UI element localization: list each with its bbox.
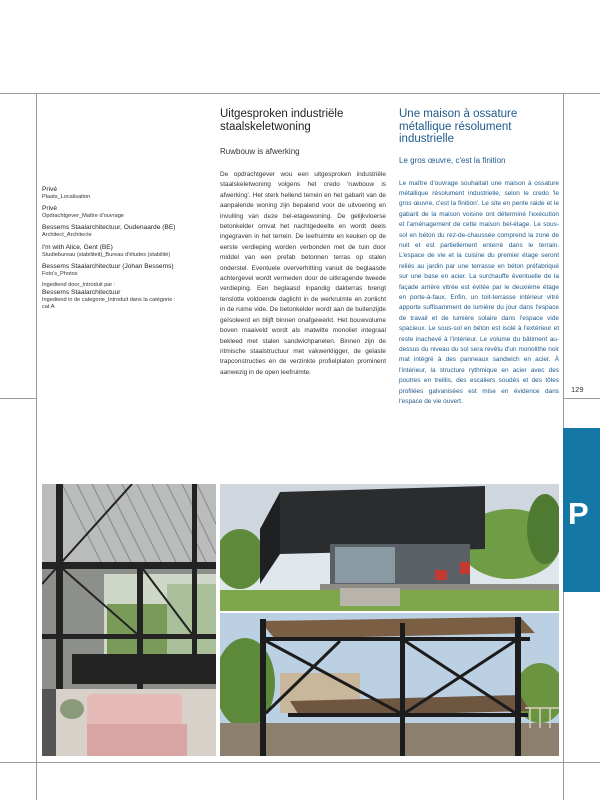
top-rule: [36, 93, 564, 94]
left-margin-rule: [36, 93, 37, 800]
credits-line: cat A: [42, 304, 55, 311]
credits-line: Studiebureau (stabiliteit)_Bureau d'études (stabilité): [42, 251, 171, 258]
construction-photo: [220, 613, 559, 756]
interior-photo-graphic: [42, 484, 216, 756]
credits-line: Foto's_Photos: [42, 270, 78, 277]
dutch-body-text: De opdrachtgever wou een uitgesproken industriële staalskeletwoning volgens het credo 'ruwbouw is afwerking'. Het sterk hellend terrein en het gabarit van de aanpalende woning zijn bepalend voor de uitvoering en invulling van deze bel-etagewoning. De gelijkvloerse betonkelder omvat het nachtgedeelte en wordt deels ingegraven in het terrein. De leefruimte en keuken op de eerste verdieping worden verbonden met de tuin door middel van een prefab betonnen terras op stalen onderstel. Eventuele oververhitting vanuit de beglaasde achtergevel wordt vermeden door de uitkragende tweede verdieping. Een beglaasd inpandig dakterras brengt tenslotte voldoende daglicht in de werkruimte en zonlicht in de ruime vide. De betonkelder wordt aan de buitenzijde geïsoleerd en blijft binnen onafgewerkt. Het bouwvolume boven maaiveld wordt als matwitte monoliet integraal bekleed met stalen sandwichpanelen. Binnen zijn de ritmische staalstructuur met vakwerkligger, de gelaste trapconstructies en de verzinkte profielplaten prominent aanwezig in de open leefruimte.: [220, 171, 386, 376]
top-rule-left: [0, 93, 36, 94]
mid-rule-left: [0, 398, 36, 399]
credits-line: Bessems Staalarchitectuur, Oudenaarde (BE): [42, 224, 176, 232]
top-rule-right: [564, 93, 600, 94]
exterior-photo-top: [220, 484, 559, 611]
credits-line: Privé: [42, 186, 58, 193]
credits-line: Ingediend door_Introduit par :: [42, 282, 116, 289]
french-body-text: Le maître d'ouvrage souhaitait une maison à ossature métallique résolument industrielle, selon le credo 'le gros œuvre, c'est la finition'. Le site en pente raide et le gabarit de la maison voisine ont déterminé l'exécution et l'aménagement de cette maison bel-étage. Le sous-sol en béton du rez-de-chaussée comprend la zone de nuit et est partiellement enterré dans le terrain. L'espace de vie et la cuisine du premier étage seront reliés au jardin par une terrasse en béton préfabriqué sur une base en acier. La surchauffe éventuelle de la façade arrière vitrée est évitée par le deuxième étage en porte-à-faux. Enfin, un toit-terrasse intérieur vitré apporte suffisamment de lumière du jour dans l'espace de travail et de lumière solaire dans l'espace vide spacieux. Le sous-sol en béton est isolé à l'extérieur et reste inachevé à l'intérieur. Le volume du bâtiment au-dessus du niveau du sol sera revêtu d'un monolithe noir mat intégré à des panneaux sandwich en acier. À l'intérieur, la structure rythmique en acier avec des poutres en treillis, des escaliers soudés et des tôles profilées galvanisées est mise en évidence dans l'espace de vie ouvert.: [399, 179, 559, 406]
exterior-photo-top-graphic: [220, 484, 559, 611]
credits-line: Opdrachtgever_Maître d'ouvrage: [42, 213, 124, 220]
french-subtitle: Le gros œuvre, c'est la finition: [399, 155, 506, 165]
credits-line: I'm with Alice, Gent (BE): [42, 243, 113, 251]
french-article: [399, 108, 559, 407]
construction-photo-graphic: [220, 613, 559, 756]
section-tab: [563, 428, 600, 592]
french-title: Une maison à ossature métallique résolument industrielle: [399, 108, 518, 145]
credits-line: Architect_Architecte: [42, 232, 92, 239]
bottom-rule: [0, 762, 600, 763]
project-credits: [42, 186, 210, 312]
mid-rule-right: [564, 398, 600, 399]
interior-photo: [42, 484, 216, 756]
dutch-subtitle: Ruwbouw is afwerking: [220, 147, 300, 156]
dutch-article: [220, 108, 386, 378]
dutch-title: Uitgesproken industriële staalskeletwoning: [220, 108, 344, 133]
credits-line: Plaats_Localisation: [42, 194, 91, 200]
page-number: 129: [571, 385, 584, 394]
section-letter: P: [568, 496, 589, 531]
credits-line: Privé: [42, 205, 58, 213]
credits-line: Ingediend in de categorie_Introduit dans la catégorie :: [42, 297, 176, 304]
credits-line: Bessems Staalarchitectuur: [42, 289, 121, 297]
credits-line: Bessems Staalarchitectuur (Johan Bessems): [42, 262, 174, 270]
